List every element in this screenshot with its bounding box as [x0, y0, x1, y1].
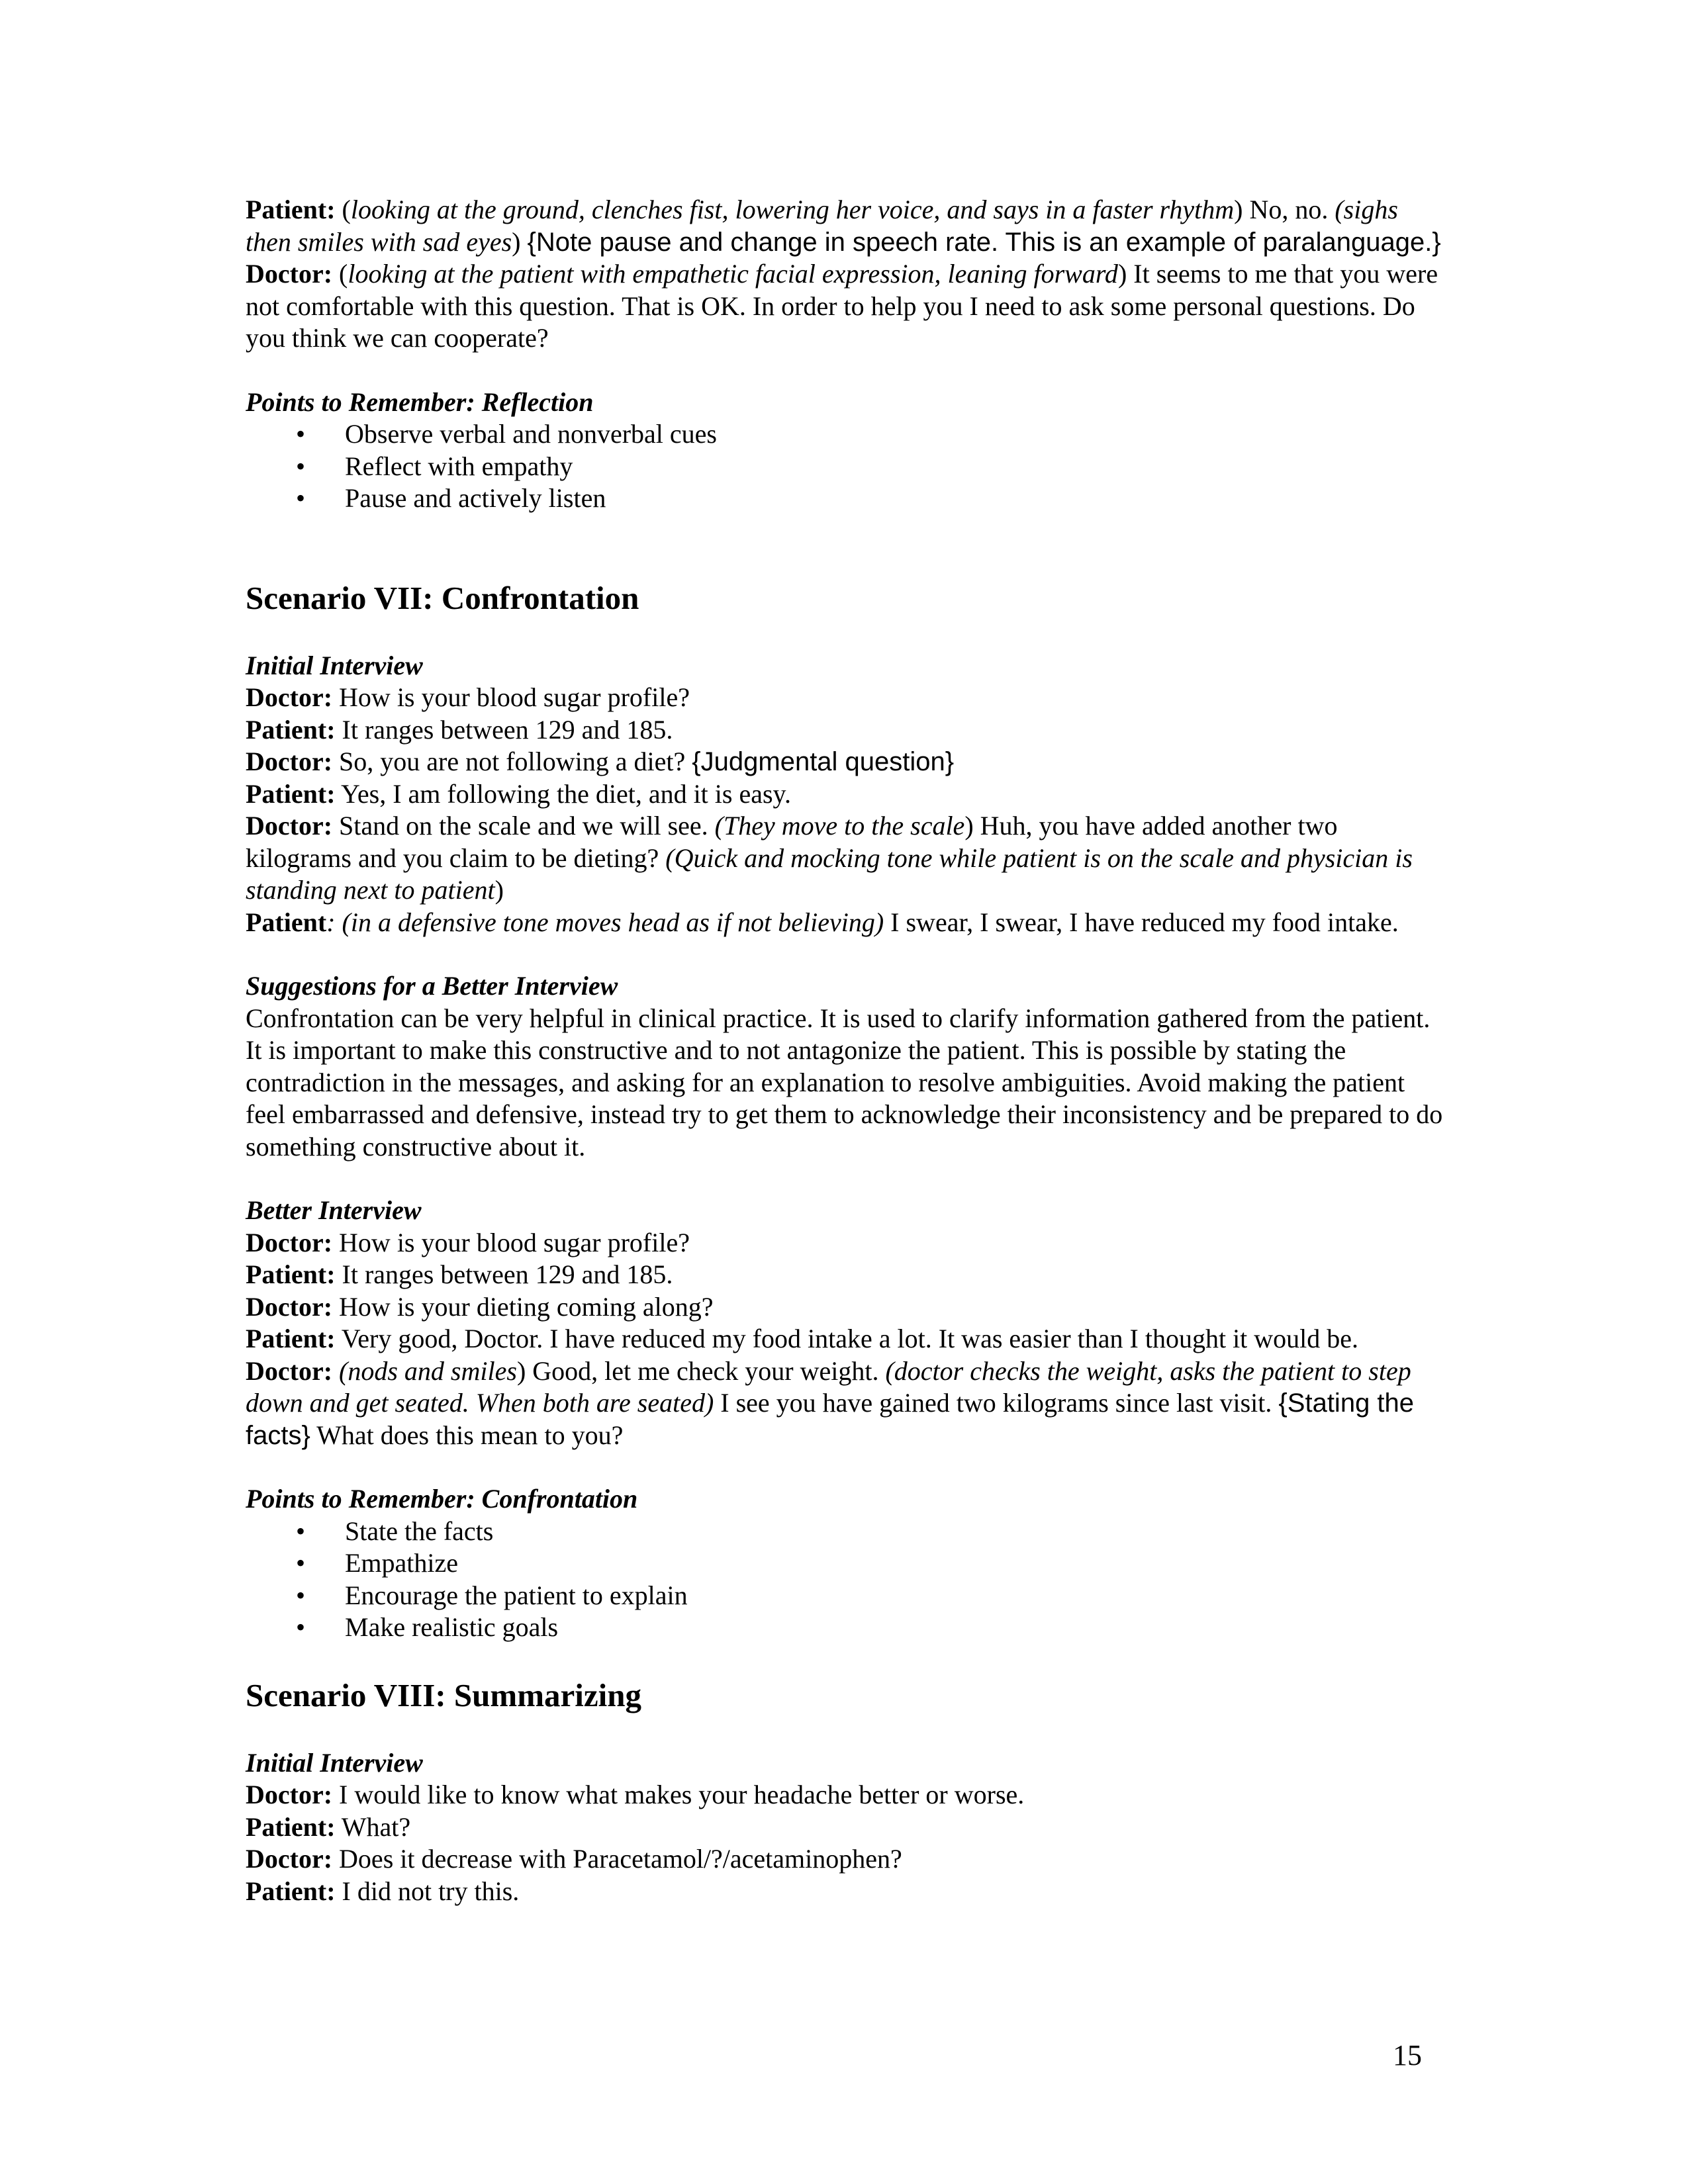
- speaker-label: Doctor:: [246, 747, 333, 776]
- speaker-label: Patient:: [246, 1811, 336, 1842]
- list-item: [246, 451, 1444, 483]
- list-item-text: Pause and actively listen: [345, 483, 606, 513]
- patient-line: [246, 194, 1444, 258]
- dialogue-line: [246, 1779, 1444, 1811]
- speech-text: How is your blood sugar profile?: [332, 682, 690, 712]
- reflection-bullet-list: [246, 418, 1444, 515]
- speech-text: It ranges between 129 and 185.: [335, 714, 673, 745]
- stage-direction: (sighs then smiles with sad eyes: [246, 195, 1398, 257]
- speaker-label: Doctor:: [246, 1355, 333, 1386]
- confrontation-bullet-list: [246, 1516, 1444, 1644]
- stage-direction: looking at the patient with empathetic facial expression, leaning forward: [348, 259, 1118, 289]
- doctor-line: [246, 258, 1444, 355]
- speech-text: What does this mean to you?: [310, 1420, 624, 1450]
- list-item-text: Empathize: [345, 1548, 459, 1578]
- dialogue-line: [246, 1323, 1444, 1355]
- list-item-text: Make realistic goals: [345, 1612, 559, 1642]
- dialogue-line: [246, 778, 1444, 811]
- dialogue-line: [246, 810, 1444, 907]
- speaker-label: Doctor:: [246, 259, 333, 289]
- speech-text: What?: [335, 1811, 411, 1842]
- list-item: [246, 1516, 1444, 1548]
- scenario-heading: Scenario VII: Confrontation: [246, 579, 639, 616]
- scenario-heading: Scenario VIII: Summarizing: [246, 1676, 642, 1713]
- speech-text: I swear, I swear, I have reduced my food intake.: [884, 907, 1399, 937]
- speaker-label: Patient:: [246, 714, 336, 745]
- dialogue-line: [246, 746, 1444, 778]
- list-item: [246, 1580, 1444, 1612]
- speaker-label: Doctor:: [246, 811, 333, 841]
- dialogue-line: [246, 1355, 1444, 1452]
- speaker-label: Patient:: [246, 1324, 336, 1353]
- speech-text: ) Good, let me check your weight.: [516, 1355, 886, 1386]
- speaker-label: Doctor:: [246, 1227, 333, 1257]
- list-item: [246, 1547, 1444, 1580]
- dialogue-line: [246, 1227, 1444, 1259]
- speech-text: Very good, Doctor. I have reduced my food intake a lot. It was easier than I thought it would be.: [335, 1324, 1359, 1353]
- speaker-label: Doctor:: [246, 1291, 333, 1322]
- stage-direction: looking at the ground, clenches fist, lowering her voice, and says in a faster rhythm: [350, 195, 1235, 224]
- speech-text: How is your blood sugar profile?: [332, 1227, 690, 1257]
- paren: ): [1234, 195, 1243, 224]
- list-item-text: Encourage the patient to explain: [345, 1580, 688, 1610]
- list-item-text: Observe verbal and nonverbal cues: [345, 419, 717, 449]
- annotation-note: {Judgmental question}: [692, 747, 955, 776]
- speech-text: Does it decrease with Paracetamol/?/acetaminophen?: [332, 1844, 902, 1874]
- speaker-label: Patient: [246, 907, 327, 937]
- section-subtitle: Initial Interview: [246, 650, 423, 680]
- dialogue-line: [246, 682, 1444, 714]
- speech-text: No, no.: [1243, 195, 1329, 224]
- stage-direction: (nods and smiles: [332, 1355, 517, 1386]
- suggestion-paragraph: Confrontation can be very helpful in clinical practice. It is used to clarify information gathered from the patient. It is important to make this constructive and to not antagonize the patient. This is possible by stating the contradiction in the messages, and asking for an explanation to resolve ambiguities. Avoid making the patient feel embarrassed and defensive, instead try to get them to acknowledge their inconsistency and be prepared to do something constructive about it.: [246, 1003, 1443, 1161]
- speaker-label: Patient:: [246, 1259, 336, 1289]
- dialogue-line: [246, 907, 1444, 939]
- section-subtitle: Suggestions for a Better Interview: [246, 971, 618, 1001]
- speaker-label: Doctor:: [246, 682, 333, 712]
- reflection-points-title: Points to Remember: Reflection: [246, 387, 594, 417]
- speech-text: Stand on the scale and we will see.: [332, 811, 715, 841]
- stage-direction: (Quick and mocking tone while patient is on the scale and physician is standing next to patient: [246, 842, 1413, 905]
- dialogue-line: [246, 1811, 1444, 1844]
- speech-text: How is your dieting coming along?: [332, 1291, 714, 1322]
- paren: ): [512, 226, 521, 257]
- dialogue-line: [246, 1259, 1444, 1291]
- bullet-icon: •: [296, 451, 306, 481]
- list-item: [246, 1612, 1444, 1644]
- bullet-icon: •: [296, 1612, 306, 1642]
- speech-text: I did not try this.: [335, 1876, 520, 1906]
- speech-text: I would like to know what makes your headache better or worse.: [332, 1780, 1025, 1809]
- annotation-note: {Stating the facts}: [246, 1388, 1415, 1450]
- speech-text: ): [494, 875, 504, 905]
- bullet-icon: •: [296, 419, 306, 449]
- list-item: [246, 482, 1444, 515]
- section-subtitle: Initial Interview: [246, 1747, 423, 1778]
- speech-text: I see you have gained two kilograms since last visit.: [714, 1388, 1279, 1418]
- dialogue-line: [246, 1291, 1444, 1324]
- speech-text: ) It seems to me that you were not comfortable with this question. That is OK. In order to help you I need to ask some personal questions. Do you think we can cooperate?: [246, 259, 1438, 353]
- confrontation-points-title: Points to Remember: Confrontation: [246, 1484, 638, 1514]
- speech-text: It ranges between 129 and 185.: [335, 1259, 673, 1289]
- stage-direction: : (in a defensive tone moves head as if not believing): [326, 907, 884, 937]
- paren: (: [332, 259, 348, 289]
- dialogue-line: [246, 1876, 1444, 1908]
- speech-text: So, you are not following a diet?: [332, 747, 692, 776]
- speaker-label: Patient:: [246, 195, 336, 224]
- dialogue-line: [246, 714, 1444, 747]
- speaker-label: Doctor:: [246, 1780, 333, 1809]
- document-page: [246, 194, 1444, 1907]
- paren: (: [342, 195, 351, 224]
- bullet-icon: •: [296, 483, 306, 513]
- section-subtitle: Better Interview: [246, 1195, 422, 1225]
- stage-direction: (They move to the scale: [714, 811, 965, 841]
- speaker-label: Doctor:: [246, 1844, 333, 1874]
- page-number: 15: [1393, 2039, 1422, 2071]
- list-item-text: Reflect with empathy: [345, 451, 573, 481]
- bullet-icon: •: [296, 1548, 306, 1578]
- speaker-label: Patient:: [246, 778, 336, 809]
- stage-direction: (doctor checks the weight, asks the patient to step down and get seated. When both are seated): [246, 1355, 1411, 1418]
- list-item: [246, 418, 1444, 451]
- bullet-icon: •: [296, 1516, 306, 1546]
- speech-text: Yes, I am following the diet, and it is easy.: [335, 778, 791, 809]
- dialogue-line: [246, 1843, 1444, 1876]
- speaker-label: Patient:: [246, 1876, 336, 1906]
- bullet-icon: •: [296, 1580, 306, 1610]
- annotation-note: {Note pause and change in speech rate. This is an example of paralanguage.}: [527, 227, 1441, 257]
- list-item-text: State the facts: [345, 1516, 494, 1546]
- speech-text: ) Huh, you have added another two kilograms and you claim to be dieting?: [246, 811, 1338, 873]
